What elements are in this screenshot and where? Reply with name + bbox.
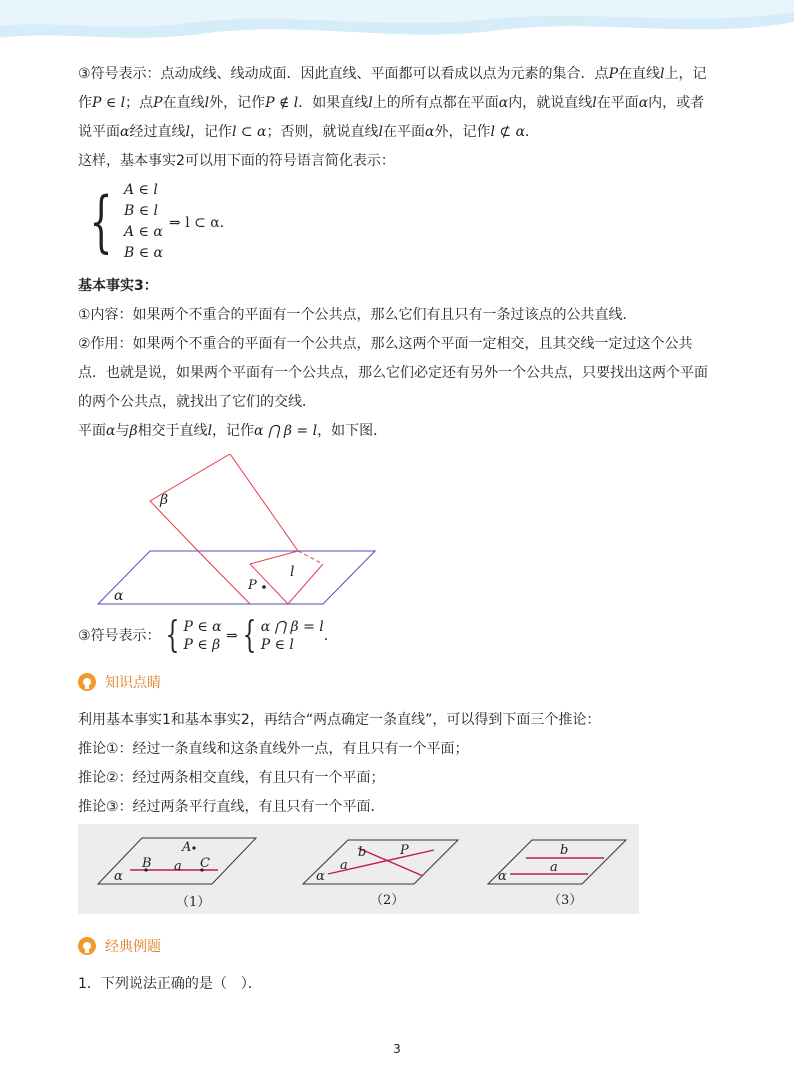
section-examples-header: 经典例题 — [78, 936, 718, 956]
svg-text:（2）: （2） — [370, 893, 405, 908]
inference-figures — [78, 824, 639, 914]
section-knowledge-header: 知识点睛 — [78, 672, 718, 692]
label-beta: β — [160, 492, 169, 508]
system-lines — [124, 180, 163, 264]
point-p — [262, 585, 266, 589]
svg-text:α: α — [498, 869, 507, 884]
inference-2: 推论②：经过两条相交直线，有且只有一个平面； — [78, 770, 385, 786]
svg-text:a: a — [550, 860, 558, 875]
fact3-content: ①内容：如果两个不重合的平面有一个公共点，那么它们有且只有一条过该点的公共直线． — [78, 307, 637, 323]
plane-beta-visible — [150, 454, 298, 551]
svg-text:a: a — [174, 859, 182, 874]
system-line: B ∈ α — [124, 245, 164, 261]
line-l-dashed — [298, 551, 323, 564]
paragraph-fact2-intro: 这样，基本事实2可以用下面的符号语言简化表示： — [78, 153, 395, 169]
svg-text:B: B — [142, 856, 152, 871]
lightbulb-icon — [78, 937, 96, 955]
inference-intro: 利用基本事实1和基本事实2，再结合“两点确定一条直线”，可以得到下面三个推论： — [78, 712, 601, 728]
fact2-system — [80, 180, 718, 264]
svg-text:（1）: （1） — [176, 895, 211, 910]
system-conclusion: ⇒ l ⊂ α． — [169, 215, 234, 231]
svg-text:α: α — [114, 869, 123, 884]
left-brace: { — [89, 183, 113, 260]
header-wave-decoration — [0, 0, 794, 60]
plane-beta-front — [250, 564, 323, 604]
svg-text:α: α — [316, 869, 325, 884]
svg-text:A: A — [182, 840, 192, 855]
system-line: A ∈ l — [124, 182, 158, 198]
system-line: A ∈ α — [124, 224, 163, 240]
inference-1: 推论①：经过一条直线和这条直线外一点，有且只有一个平面； — [78, 741, 469, 757]
svg-text:b: b — [560, 843, 569, 858]
svg-text:C: C — [200, 856, 210, 871]
paragraph-symbol-notation: ③符号表示：点动成线、线动成面．因此直线、平面都可以看成以点为元素的集合．点P在直线l上，记 作P ∈ l；点P在直线l外，记作P ∉ l．如果直线l上的所有点都在平面α内，就说直线l在平面α内，或者 说平面α经过直线l，记作l ⊂ α；否则，就说直线l在平面α外，记作l ⊄ α． — [78, 66, 707, 140]
symbol-notation-3: ③符号表示： { P ∈ α P ∈ β ⇒ { α ⋂ β = l P ∈ l ． — [78, 615, 338, 656]
planes-intersection-figure — [78, 454, 388, 614]
page-number: 3 — [393, 1042, 401, 1056]
beta-left-edge — [198, 551, 250, 604]
label-p: P — [248, 578, 257, 593]
question-1: 1．下列说法正确的是（ ）． — [78, 976, 262, 992]
svg-text:b: b — [358, 845, 367, 860]
page-content — [78, 60, 718, 999]
svg-text:a: a — [340, 858, 348, 873]
inference-3: 推论③：经过两条平行直线，有且只有一个平面． — [78, 799, 385, 815]
intersection-statement: 平面α与β相交于直线l，记作α ⋂ β = l，如下图． — [78, 423, 388, 439]
fact3-role: ②作用：如果两个不重合的平面有一个公共点，那么这两个平面一定相交，且其交线一定过这个公共 点．也就是说，如果两个平面有一个公共点，那么它们必定还有另外一个公共点，只要找出这两个平面 的两个公共点，就找出了它们的交线． — [78, 336, 708, 410]
lightbulb-icon — [78, 673, 96, 691]
line-l — [250, 551, 298, 564]
label-l: l — [290, 564, 295, 580]
svg-text:（3）: （3） — [548, 893, 583, 908]
svg-text:P: P — [400, 843, 409, 858]
label-alpha: α — [114, 588, 124, 604]
plane-alpha — [98, 551, 375, 604]
fact3-title: 基本事实3： — [78, 278, 158, 294]
system-line: B ∈ l — [124, 203, 159, 219]
